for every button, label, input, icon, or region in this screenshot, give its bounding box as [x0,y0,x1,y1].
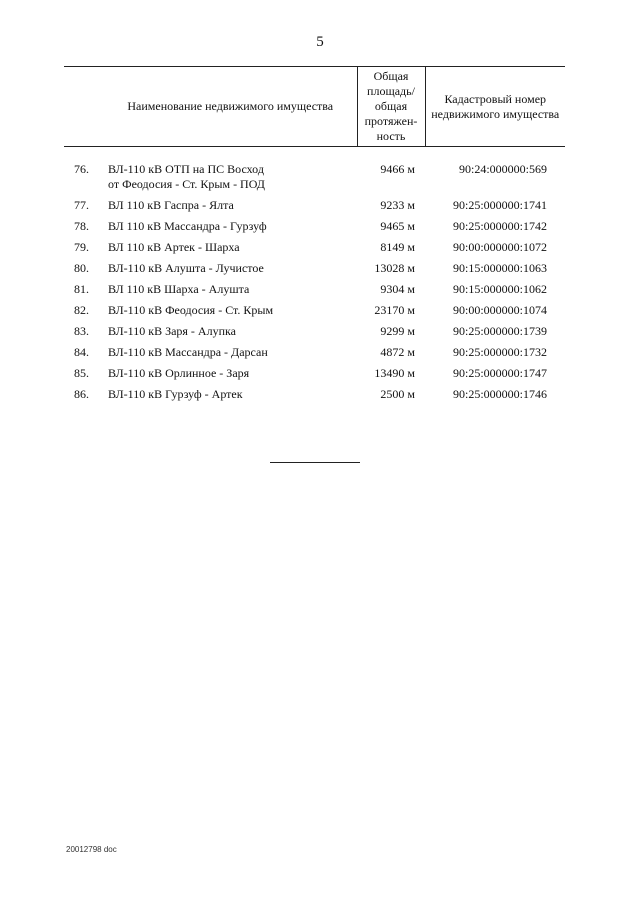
row-cadastral-number: 90:24:000000:569 [458,162,547,176]
row-number: 84. [74,345,89,359]
table-header-row [64,67,565,147]
row-cadastral-number: 90:25:000000:1741 [452,198,547,212]
row-length: 4872 м [380,345,415,359]
row-number: 81. [74,282,89,296]
row-name-line1: ВЛ 110 кВ Шарха - Алушта [108,282,250,296]
row-length: 23170 м [374,303,415,317]
table-body [64,147,565,406]
header-length: Общая площадь/ общая протяжен- ность [357,67,425,147]
row-cadastral-number: 90:00:000000:1072 [452,240,547,254]
row-name-line1: ВЛ-110 кВ Массандра - Дарсан [108,345,268,359]
row-cadastral-number: 90:25:000000:1746 [452,387,547,401]
row-length: 13490 м [374,366,415,380]
table-row [64,279,565,300]
table-row [64,216,565,237]
row-name-line1: ВЛ 110 кВ Артек - Шарха [108,240,240,254]
row-number: 77. [74,198,89,212]
row-number: 86. [74,387,89,401]
row-length: 13028 м [374,261,415,275]
row-name [104,279,357,300]
row-name [104,321,357,342]
header-name: Наименование недвижимого имущества [104,67,357,147]
row-name-line1: ВЛ-110 кВ Заря - Алупка [108,324,236,338]
table-row [64,321,565,342]
row-length: 8149 м [380,240,415,254]
row-cadastral-number: 90:25:000000:1747 [452,366,547,380]
row-length: 9233 м [380,198,415,212]
row-name [104,237,357,258]
page-number: 5 [316,34,324,50]
row-name-line1: ВЛ-110 кВ Алушта - Лучистое [108,261,264,275]
row-name [104,300,357,321]
row-number: 83. [74,324,89,338]
row-length: 9466 м [380,162,415,176]
row-cadastral-number: 90:25:000000:1742 [452,219,547,233]
property-table [64,66,565,405]
row-name-line1: ВЛ 110 кВ Массандра - Гурзуф [108,219,267,233]
row-name [104,258,357,279]
row-length: 2500 м [380,387,415,401]
table-row [64,300,565,321]
row-name [104,216,357,237]
row-number: 79. [74,240,89,254]
row-name [104,363,357,384]
row-name [104,342,357,363]
table-row [64,363,565,384]
row-number: 78. [74,219,89,233]
table-row [64,258,565,279]
row-name-line1: ВЛ-110 кВ Феодосия - Ст. Крым [108,303,274,317]
row-length: 9465 м [380,219,415,233]
row-length: 9299 м [380,324,415,338]
row-name-line1: ВЛ-110 кВ ОТП на ПС Восход [108,162,264,176]
header-number [64,67,104,147]
row-number: 85. [74,366,89,380]
row-cadastral-number: 90:15:000000:1063 [452,261,547,275]
table-row [64,195,565,216]
header-cadastral: Кадастровый номер недвижимого имущества [425,67,565,147]
row-name [104,195,357,216]
property-table-container [64,66,565,405]
end-separator-line [270,462,360,463]
row-name [104,384,357,405]
row-cadastral-number: 90:25:000000:1732 [452,345,547,359]
row-cadastral-number: 90:00:000000:1074 [452,303,547,317]
row-number: 76. [74,162,89,176]
row-cadastral-number: 90:25:000000:1739 [452,324,547,338]
table-row [64,342,565,363]
table-row [64,237,565,258]
row-name-line1: ВЛ-110 кВ Гурзуф - Артек [108,387,243,401]
row-number: 82. [74,303,89,317]
row-length: 9304 м [380,282,415,296]
row-name-line1: ВЛ 110 кВ Гаспра - Ялта [108,198,234,212]
table-row [64,159,565,195]
document-footer: 20012798 doc [66,845,117,854]
row-name-line1: ВЛ-110 кВ Орлинное - Заря [108,366,250,380]
table-row [64,384,565,405]
row-name [104,159,357,195]
row-name-line2: от Феодосия - Ст. Крым - ПОД [108,177,265,191]
row-cadastral-number: 90:15:000000:1062 [452,282,547,296]
row-number: 80. [74,261,89,275]
